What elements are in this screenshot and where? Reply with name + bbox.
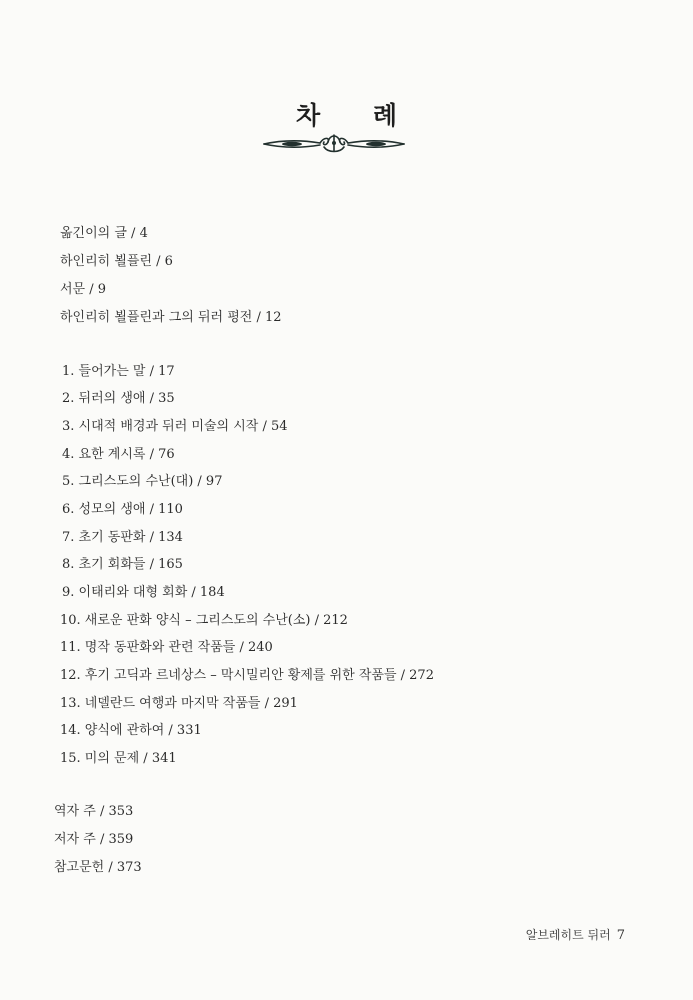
toc-entry-chapter-8: 8. 초기 회화들 / 165 (62, 557, 183, 572)
toc-entry-author-notes: 저자 주 / 359 (54, 832, 134, 847)
toc-entry-translator-notes: 역자 주 / 353 (54, 804, 134, 819)
toc-entry-chapter-9: 9. 이태리와 대형 회화 / 184 (62, 585, 225, 600)
toc-entry-chapter-3: 3. 시대적 배경과 뒤러 미술의 시작 / 54 (62, 419, 288, 434)
toc-entry-chapter-4: 4. 요한 계시록 / 76 (62, 447, 175, 462)
toc-entry-woelfflin-biography: 하인리히 뵐플린과 그의 뒤러 평전 / 12 (60, 310, 282, 325)
toc-entry-chapter-12: 12. 후기 고딕과 르네상스 – 막시밀리안 황제를 위한 작품들 / 272 (60, 668, 434, 683)
toc-entry-chapter-14: 14. 양식에 관하여 / 331 (60, 723, 202, 738)
toc-entry-chapter-1: 1. 들어가는 말 / 17 (62, 364, 175, 379)
ornament-divider-icon (262, 131, 406, 157)
toc-entry-chapter-13: 13. 네델란드 여행과 마지막 작품들 / 291 (60, 696, 298, 711)
toc-entry-translator-preface: 옮긴이의 글 / 4 (60, 226, 148, 241)
toc-entry-preface: 서문 / 9 (60, 282, 107, 297)
page-number: 7 (616, 928, 625, 943)
toc-entry-chapter-2: 2. 뒤러의 생애 / 35 (62, 391, 175, 406)
toc-entry-chapter-11: 11. 명작 동판화와 관련 작품들 / 240 (60, 640, 273, 655)
toc-entry-chapter-10: 10. 새로운 판화 양식 – 그리스도의 수난(소) / 212 (60, 613, 348, 628)
toc-entry-woelfflin: 하인리히 뵐플린 / 6 (60, 254, 173, 269)
running-title: 알브레히트 뒤러 (525, 928, 611, 942)
running-footer (480, 926, 625, 943)
toc-entry-bibliography: 참고문헌 / 373 (54, 860, 142, 875)
page-title: 차 례 (295, 101, 419, 130)
toc-entry-chapter-7: 7. 초기 동판화 / 134 (62, 530, 183, 545)
toc-entry-chapter-5: 5. 그리스도의 수난(대) / 97 (62, 474, 223, 489)
toc-entry-chapter-15: 15. 미의 문제 / 341 (60, 751, 177, 766)
toc-entry-chapter-6: 6. 성모의 생애 / 110 (62, 502, 183, 517)
